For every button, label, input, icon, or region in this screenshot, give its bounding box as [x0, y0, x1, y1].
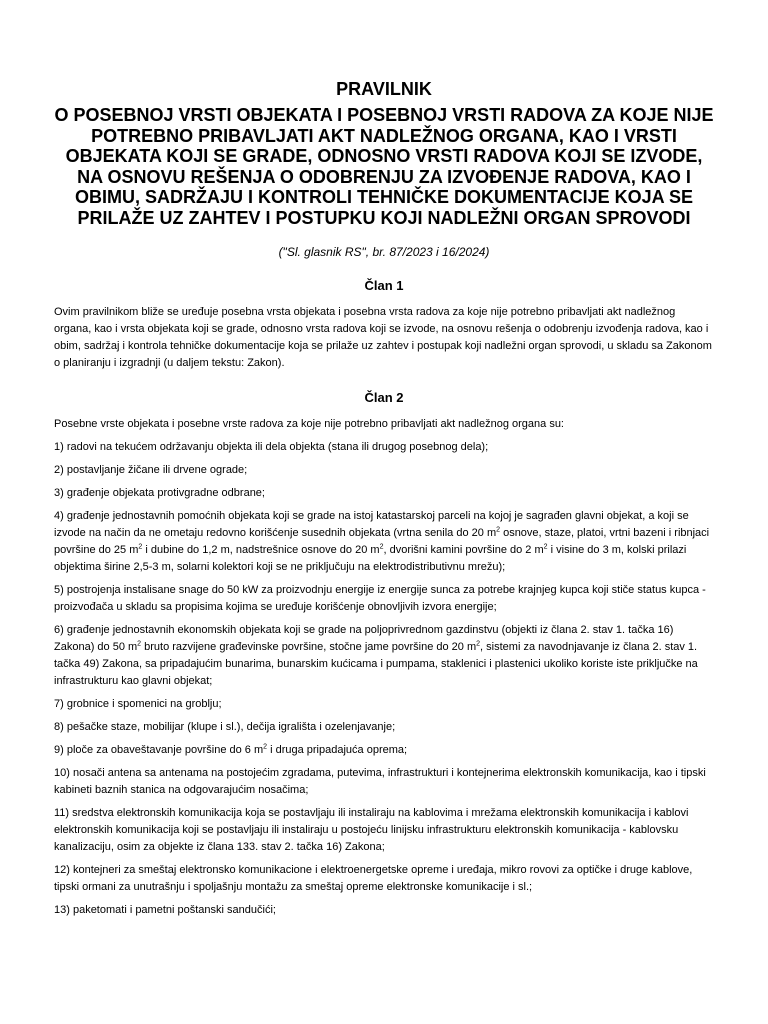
list-item-4-part-e: i visine do 3 m, kolski prilazi objektima širine 2,5-3 m, solarni kolektori koji se ne priključuju na elektrodistributivnu mrežu);: [54, 544, 687, 573]
list-item-11: 11) sredstva elektronskih komunikacija koja se postavljaju ili instaliraju na kablovima i mrežama elektronskih komunikacija i kablovi elektronskih komunikacija koji se postavljaju ili instaliraju u postojeću linijsku infrastrukturu elektronskih komunikacija - kablovsku kanalizaciju, osim za objekte iz člana 133. stav 2. tačka 16) Zakona;: [54, 807, 689, 853]
list-item-8: 8) pešačke staze, mobilijar (klupe i sl.), dečija igrališta i ozelenjavanje;: [54, 721, 396, 733]
document-title: PRAVILNIK: [336, 79, 432, 99]
document-page: [54, 0, 714, 925]
list-item-4-part-a: 4) građenje jednostavnih pomoćnih objekata koji se grade na istoj katastarskoj parceli na kojoj je sagrađen glavni objekat, a koji se izvode na način da ne ometaju redovno korišćenje susednih objekata (vrtna senila do 20 m: [54, 510, 689, 539]
superscript-2: 2: [263, 743, 268, 751]
article-1-heading: Član 1: [364, 278, 404, 293]
list-item-12: 12) kontejneri za smeštaj elektronsko komunikacione i elektroenergetske opreme i uređaja, mikro rovovi za optičke i druge kablove, tipski ormani za unutrašnju i spoljašnju montažu za smeštaj opreme elektronske komunikacije i sl.;: [54, 864, 693, 893]
superscript-2: 2: [476, 640, 481, 648]
list-item-4: [54, 508, 714, 576]
list-item-6-part-b: bruto razvijene građevinske površine, stočne jame površine do 20 m: [141, 641, 477, 653]
list-item-4-part-d: , dvorišni kamini površine do 2 m: [383, 544, 544, 556]
list-item-9: [54, 742, 714, 759]
superscript-2: 2: [138, 543, 143, 551]
list-item-6-part-c: , sistemi za navodnjavanje iz člana 2. stav 1. tačka 49) Zakona, sa pripadajućim bunarima, bunarskim kućicama i pumpama, staklenici i plastenici ukoliko koriste iste priključke na infrastrukturu kao glavni objekat;: [54, 641, 698, 687]
article-2-intro: Posebne vrste objekata i posebne vrste radova za koje nije potrebno pribavljati akt nadležnog organa su:: [54, 418, 564, 430]
list-item-3: 3) građenje objekata protivgradne odbrane;: [54, 487, 265, 499]
list-item-6: [54, 622, 714, 690]
document-subtitle: O POSEBNOJ VRSTI OBJEKATA I POSEBNOJ VRSTI RADOVA ZA KOJE NIJE POTREBNO PRIBAVLJATI AKT NADLEŽNOG ORGANA, KAO I VRSTI OBJEKATA KOJI SE GRADE, ODNOSNO VRSTI RADOVA KOJI SE IZVODE, NA OSNOVU REŠENJA O ODOBRENJU ZA IZVOĐENJE RADOVA, KAO I OBIMU, SADRŽAJU I KONTROLI TEHNIČKE DOKUMENTACIJE KOJA SE PRILAŽE UZ ZAHTEV I POSTUPKU KOJI NADLEŽNI ORGAN SPROVODI: [54, 105, 714, 228]
superscript-2: 2: [137, 640, 142, 648]
superscript-2: 2: [543, 543, 548, 551]
gazette-reference: ("Sl. glasnik RS", br. 87/2023 i 16/2024): [278, 245, 490, 259]
list-item-13: 13) paketomati i pametni poštanski sandučići;: [54, 904, 276, 916]
superscript-2: 2: [496, 526, 501, 534]
article-1-text: Ovim pravilnikom bliže se uređuje posebna vrsta objekata i posebna vrsta radova za koje nije potrebno pribavljati akt nadležnog organa, kao i vrsta objekata koji se grade, odnosno vrsta radova koji se izvode, na osnovu rešenja o odobrenju izvođenja radova, kao i obim, sadržaj i kontrola tehničke dokumentacije koja se prilaže uz zahtev i postupak koji nadležni organ sprovodi, u skladu sa Zakonom o planiranju i izgradnji (u daljem tekstu: Zakon).: [54, 306, 712, 369]
article-2-heading: Član 2: [364, 390, 404, 405]
list-item-10: 10) nosači antena sa antenama na postojećim zgradama, putevima, infrastrukturi i kontejnerima elektronskih komunikacija, kao i tipski kabineti baznih stanica na odgovarajućim nosačima;: [54, 767, 706, 796]
superscript-2: 2: [379, 543, 384, 551]
list-item-7: 7) grobnice i spomenici na groblju;: [54, 698, 222, 710]
list-item-1: 1) radovi na tekućem održavanju objekta ili dela objekta (stana ili drugog posebnog dela);: [54, 441, 489, 453]
list-item-4-part-b: osnove, staze, platoi, vrtni bazeni i ribnjaci površine do 25 m: [54, 527, 710, 556]
list-item-4-part-c: i dubine do 1,2 m, nadstrešnice osnove do 20 m: [142, 544, 380, 556]
list-item-9-part-b: i druga pripadajuća oprema;: [267, 744, 408, 756]
list-item-2: 2) postavljanje žičane ili drvene ograde;: [54, 464, 248, 476]
list-item-6-part-a: 6) građenje jednostavnih ekonomskih objekata koji se grade na poljoprivrednom gazdinstvu (objekti iz člana 2. stav 1. tačka 16) Zakona) do 50 m: [54, 624, 674, 653]
list-item-9-part-a: 9) ploče za obaveštavanje površine do 6 m: [54, 744, 264, 756]
list-item-5: 5) postrojenja instalisane snage do 50 kW za proizvodnju energije iz energije sunca za potrebe krajnjeg kupca koji stiče status kupca - proizvođača u skladu sa propisima kojima se uređuje korišćenje obnovljivih izvora energije;: [54, 584, 706, 613]
